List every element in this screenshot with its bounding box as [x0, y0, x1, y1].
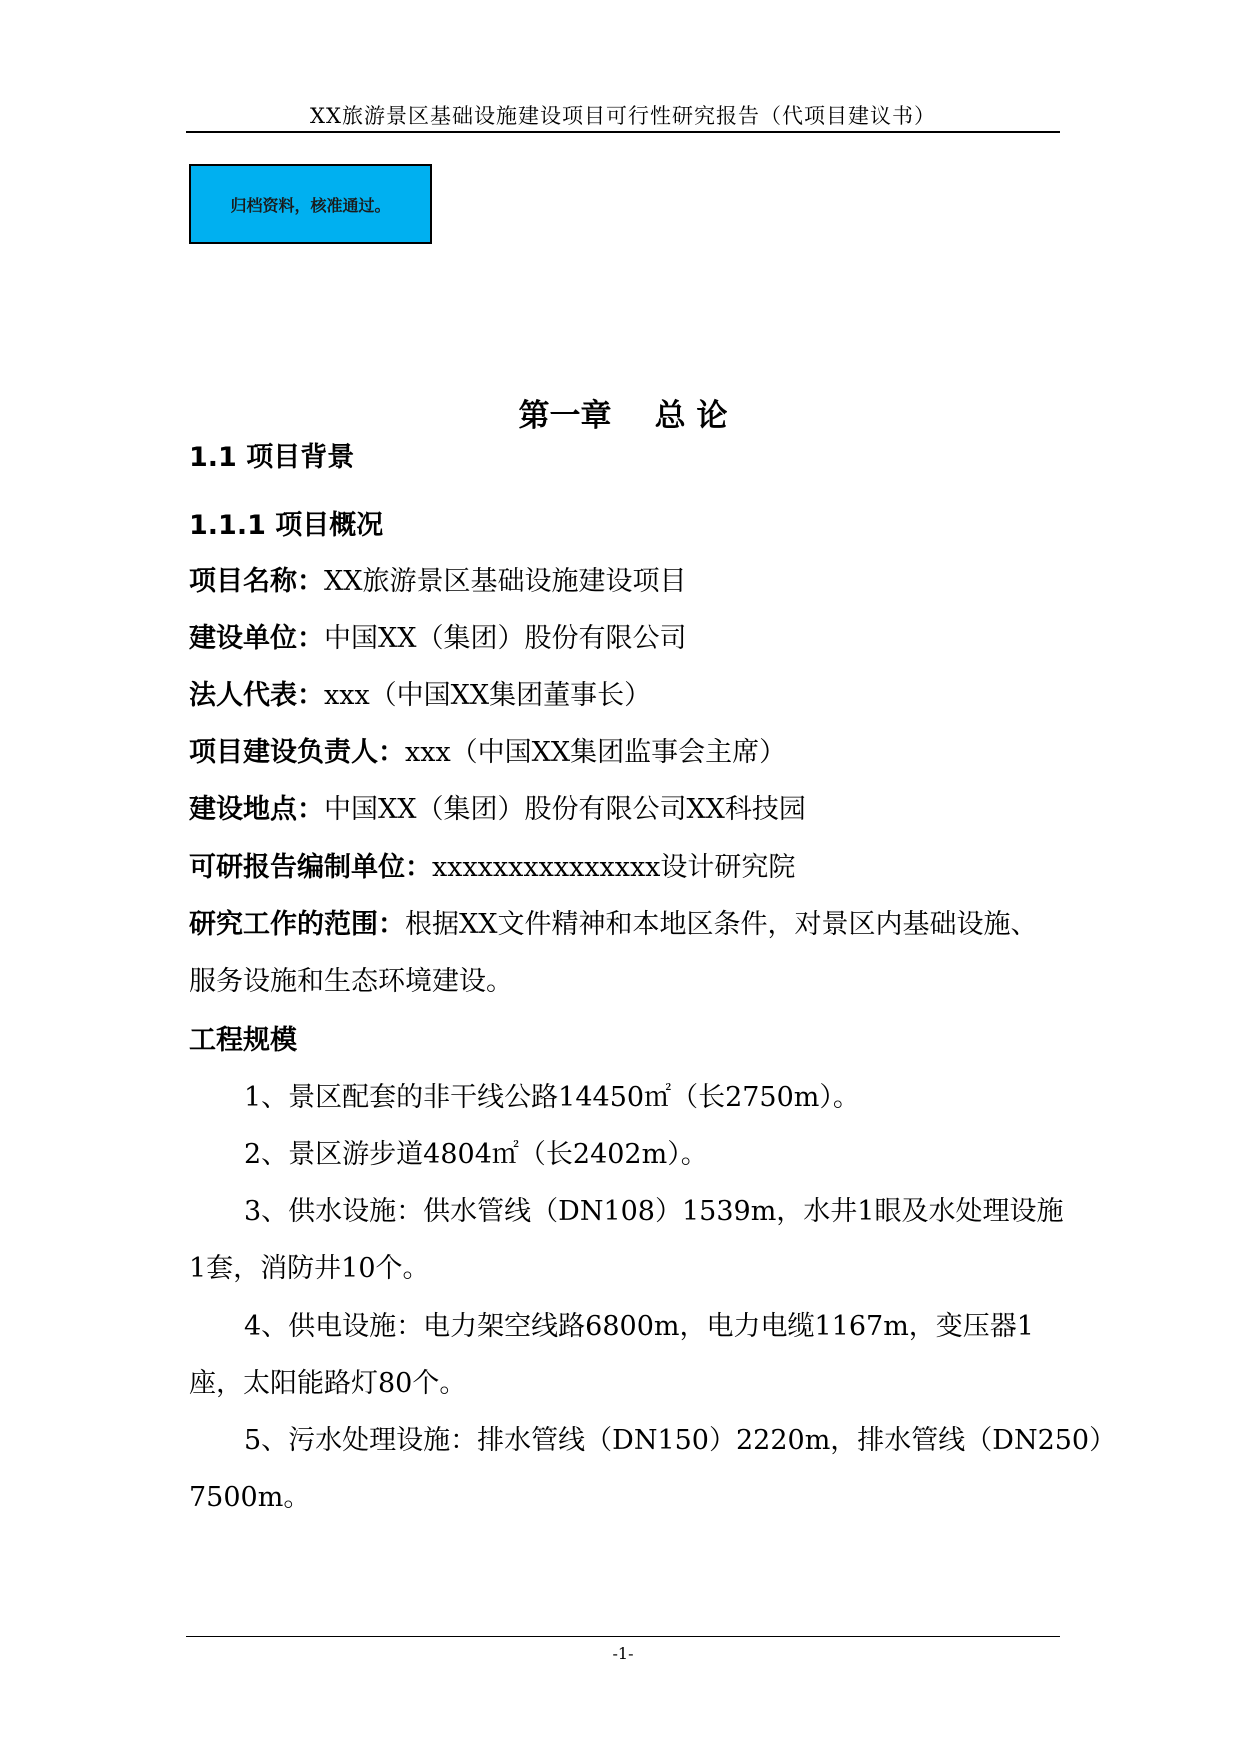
scale-heading: 工程规模	[189, 1025, 297, 1056]
project-name-row	[189, 564, 686, 600]
builder-label: 建设单位：	[189, 623, 324, 654]
scale-item-3-line2: 1套，消防井10个。	[189, 1253, 430, 1284]
builder-row	[189, 621, 686, 657]
scale-item-4-line1: 4、供电设施：电力架空线路6800m，电力电缆1167m，变压器1	[244, 1311, 1034, 1342]
legal-rep-value: xxx（中国XX集团董事长）	[324, 680, 652, 711]
scale-item-3-line1: 3、供水设施：供水管线（DN108）1539m，水井1眼及水处理设施	[244, 1196, 1064, 1227]
leader-label: 项目建设负责人：	[189, 737, 405, 768]
report-unit-value: xxxxxxxxxxxxxxx设计研究院	[432, 852, 796, 883]
scope-label: 研究工作的范围：	[189, 909, 405, 940]
legal-rep-row	[189, 678, 651, 714]
scope-row	[189, 907, 1037, 943]
scale-item-4-line2: 座，太阳能路灯80个。	[189, 1368, 467, 1399]
scale-item-2: 2、景区游步道4804㎡（长2402m）。	[244, 1139, 708, 1170]
report-unit-label: 可研报告编制单位：	[189, 852, 432, 883]
scale-item-1: 1、景区配套的非干线公路14450㎡（长2750m）。	[244, 1082, 860, 1113]
footer-rule	[186, 1636, 1060, 1637]
header-rule	[186, 131, 1060, 133]
page-number: -1-	[612, 1644, 634, 1663]
section-heading-1-1: 1.1 项目背景	[189, 442, 355, 473]
project-name-value: XX旅游景区基础设施建设项目	[324, 566, 687, 597]
archive-stamp	[189, 164, 432, 244]
leader-row	[189, 735, 786, 771]
project-name-label: 项目名称：	[189, 566, 324, 597]
report-unit-row	[189, 850, 795, 886]
scope-value-line1: 根据XX文件精神和本地区条件，对景区内基础设施、	[405, 909, 1038, 940]
site-label: 建设地点：	[189, 794, 324, 825]
scale-item-5-line1: 5、污水处理设施：排水管线（DN150）2220m，排水管线（DN250）	[244, 1425, 1117, 1456]
scope-value-line2: 服务设施和生态环境建设。	[189, 966, 513, 997]
running-header: XX旅游景区基础设施建设项目可行性研究报告（代项目建议书）	[310, 104, 936, 128]
leader-value: xxx（中国XX集团监事会主席）	[405, 737, 787, 768]
builder-value: 中国XX（集团）股份有限公司	[324, 623, 687, 654]
site-row	[189, 792, 806, 828]
chapter-title: 第一章 总 论	[518, 398, 728, 434]
site-value: 中国XX（集团）股份有限公司XX科技园	[324, 794, 806, 825]
section-heading-1-1-1: 1.1.1 项目概况	[189, 510, 384, 541]
legal-rep-label: 法人代表：	[189, 680, 324, 711]
scale-item-5-line2: 7500m。	[189, 1482, 311, 1513]
archive-stamp-text: 归档资料，核准通过。	[230, 195, 391, 215]
